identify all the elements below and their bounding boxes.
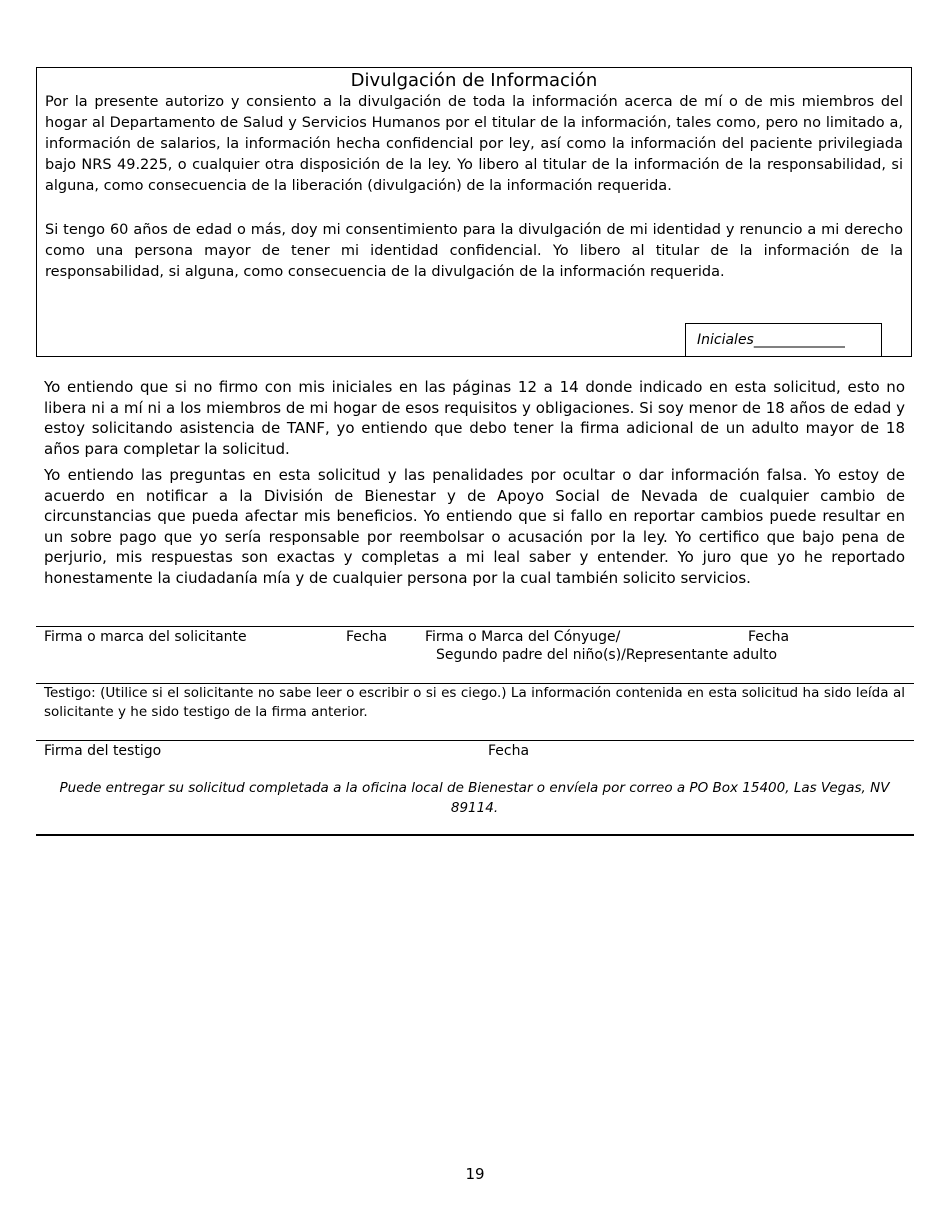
page-number: 19 <box>465 1165 485 1183</box>
disclosure-title: Divulgación de Información <box>350 70 598 91</box>
bottom-rule <box>36 834 914 836</box>
applicant-signature-label: Firma o marca del solicitante <box>44 629 247 645</box>
submission-note: Puede entregar su solicitud completada a la oficina local de Bienestar o envíela por correo a PO Box 15400, Las Vegas, NV 89114. <box>59 780 890 816</box>
witness-statement: Testigo: (Utilice si el solicitante no sabe leer o escribir o si es ciego.) La información contenida en esta solicitud ha sido leída al solicitante y he sido testigo de la firma anterior. <box>44 685 905 720</box>
spouse-date-label: Fecha <box>748 629 790 645</box>
witness-date-label: Fecha <box>488 743 530 759</box>
disclosure-box <box>36 67 912 357</box>
initials-field[interactable]: Iniciales_____________ <box>685 323 882 357</box>
initials-requirement-paragraph: Yo entiendo que si no firmo con mis iniciales en las páginas 12 a 14 donde indicado en esta solicitud, esto no libera ni a mí ni a los miembros de mi hogar de esos requisitos y obligaciones. Si soy menor de 18 años de edad y estoy solicitando asistencia de TANF, yo entiendo que debo tener la firma adicional de un adulto mayor de 18 años para completar la solicitud. <box>44 378 905 458</box>
disclosure-paragraph-1: Por la presente autorizo y consiento a la divulgación de toda la información acerca de mí o de mis miembros del hogar al Departamento de Salud y Servicios Humanos por el titular de la información, tales como, pero no limitado a, información de salarios, la información hecha confidencial por ley, así como la información del paciente privilegiada bajo NRS 49.225, o cualquier otra disposición de la ley. Yo libero al titular de la información de la responsabilidad, si alguna, como consecuencia de la liberación (divulgación) de la información requerida. <box>45 94 903 194</box>
applicant-date-label: Fecha <box>346 629 388 645</box>
spouse-signature-label: Firma o Marca del Cónyuge/ <box>425 629 621 645</box>
spouse-signature-sublabel: Segundo padre del niño(s)/Representante adulto <box>436 647 778 663</box>
penalties-paragraph: Yo entiendo las preguntas en esta solicitud y las penalidades por ocultar o dar información falsa. Yo estoy de acuerdo en notificar a la División de Bienestar y de Apoyo Social de Nevada de cualquier cambio de circunstancias que pueda afectar mis beneficios. Yo entiendo que si fallo en reportar cambios puede resultar en un sobre pago que yo sería responsable por reembolsar o acusación por la ley. Yo certifico que bajo pena de perjurio, mis respuestas son exactas y completas a mi leal saber y entender. Yo juro que yo he reportado honestamente la ciudadanía mía y de cualquier persona por la cual también solicito servicios. <box>44 466 905 587</box>
applicant-signature-line[interactable] <box>36 626 914 627</box>
disclosure-paragraph-2: Si tengo 60 años de edad o más, doy mi consentimiento para la divulgación de mi identidad y renuncio a mi derecho como una persona mayor de tener mi identidad confidencial. Yo libero al titular de la información de la responsabilidad, si alguna, como consecuencia de la divulgación de la información requerida. <box>45 222 903 280</box>
witness-signature-label: Firma del testigo <box>44 743 162 759</box>
witness-signature-line[interactable] <box>36 740 914 741</box>
